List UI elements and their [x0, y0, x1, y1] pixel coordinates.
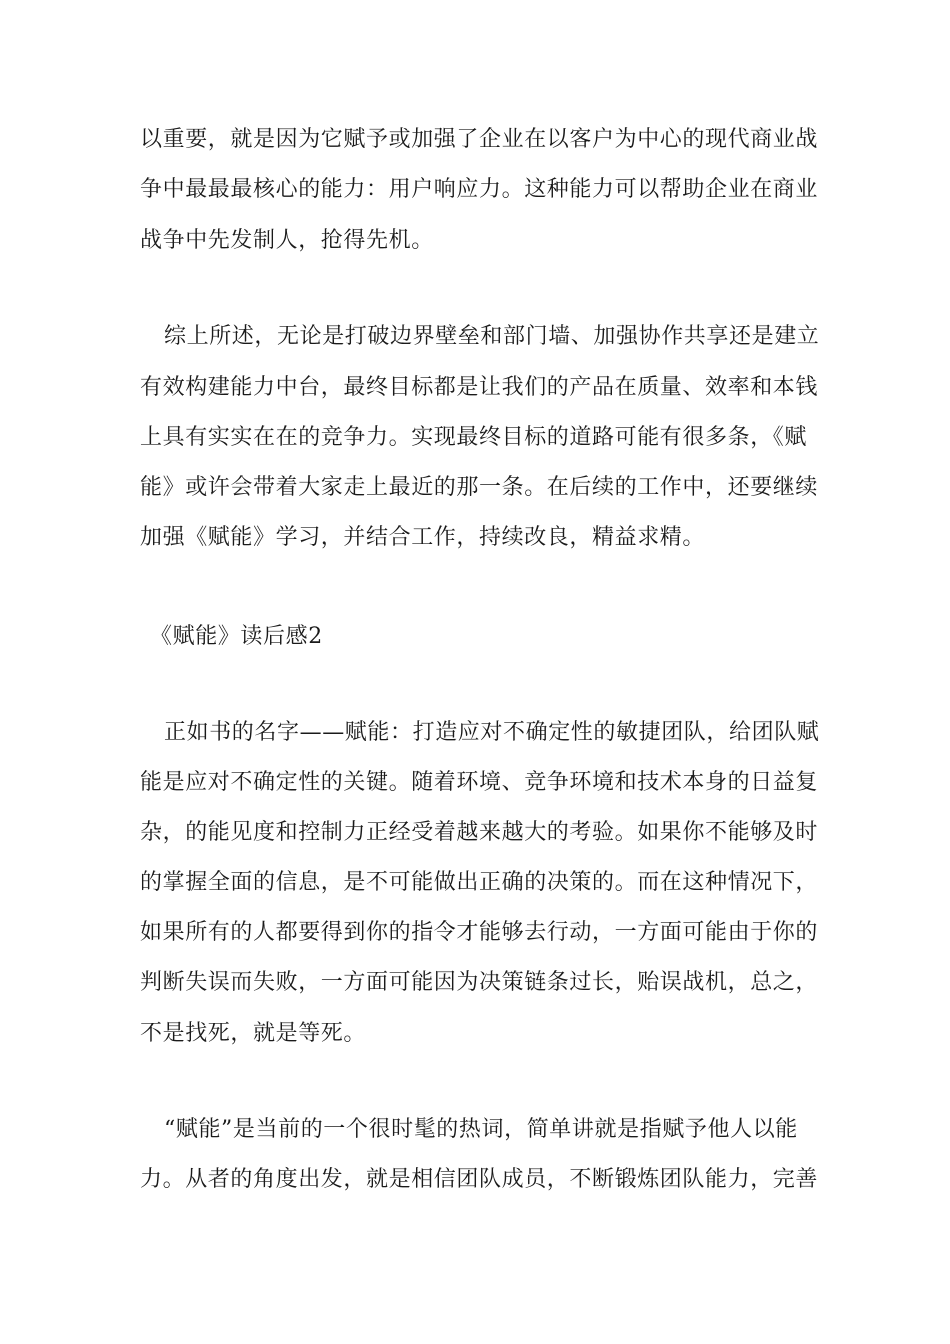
paragraph-2-line-4: 能》或许会带着大家走上最近的那一条。在后续的工作中，还要继续: [140, 475, 819, 500]
paragraph-2-line-5: 加强《赋能》学习，并结合工作，持续改良，精益求精。: [140, 525, 706, 550]
paragraph-4-line-1: “赋能”是当前的一个很时髦的热词，简单讲就是指赋予他人以能: [164, 1117, 798, 1142]
paragraph-2-line-3: 上具有实实在在的竞争力。实现最终目标的道路可能有很多条，《赋: [140, 425, 808, 450]
paragraph-3-line-2: 能是应对不确定性的关键。随着环境、竞争环境和技术本身的日益复: [140, 770, 819, 795]
paragraph-1-line-2: 争中最最最核心的能力：用户响应力。这种能力可以帮助企业在商业: [140, 177, 819, 202]
paragraph-3-line-7: 不是找死，就是等死。: [140, 1021, 367, 1046]
paragraph-2-line-1: 综上所述，无论是打破边界壁垒和部门墙、加强协作共享还是建立: [164, 324, 820, 349]
paragraph-1-line-1: 以重要，就是因为它赋予或加强了企业在以客户为中心的现代商业战: [140, 127, 819, 152]
paragraph-3-line-4: 的掌握全面的信息，是不可能做出正确的决策的。而在这种情况下，: [140, 870, 819, 895]
paragraph-3-line-1: 正如书的名字——赋能：打造应对不确定性的敏捷团队，给团队赋: [164, 720, 820, 745]
paragraph-4-line-2: 力。从者的角度出发，就是相信团队成员，不断锻炼团队能力，完善: [140, 1167, 819, 1192]
paragraph-3-line-5: 如果所有的人都要得到你的指令才能够去行动，一方面可能由于你的: [140, 920, 819, 945]
section-heading: 《赋能》读后感2: [150, 624, 323, 649]
paragraph-3-line-6: 判断失误而失败，一方面可能因为决策链条过长，贻误战机，总之，: [140, 970, 819, 995]
paragraph-1-line-3: 战争中先发制人，抢得先机。: [140, 228, 434, 253]
paragraph-3-line-3: 杂，的能见度和控制力正经受着越来越大的考验。如果你不能够及时: [140, 820, 819, 845]
paragraph-2-line-2: 有效构建能力中台，最终目标都是让我们的产品在质量、效率和本钱: [140, 375, 819, 400]
